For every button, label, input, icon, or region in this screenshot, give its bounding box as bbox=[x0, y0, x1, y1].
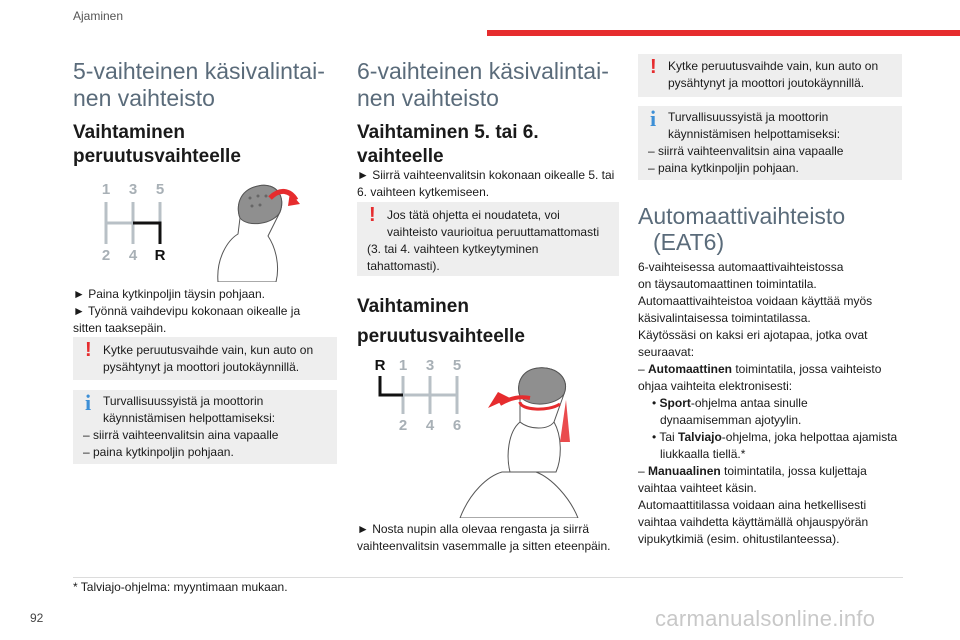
auto-para-line2: on täysautomaattinen toimintatila. bbox=[638, 277, 817, 291]
warning-col1-line2: pysähtynyt ja moottori joutokäynnillä. bbox=[103, 360, 300, 374]
gear-diagram-6-speed bbox=[370, 352, 590, 518]
info-text-col1 bbox=[103, 393, 327, 427]
gear-label-5: 5 bbox=[452, 357, 462, 374]
step-lift-ring-line1: ► Nosta nupin alla olevaa rengasta ja siirrä bbox=[357, 522, 590, 536]
mode-automatic-text: toimintatila, jossa vaihteisto bbox=[732, 362, 882, 376]
program-sport-line2: dynaamisemman ajotyylin. bbox=[660, 413, 802, 427]
program-winter-name: Talviajo bbox=[678, 430, 722, 444]
page-number: 92 bbox=[30, 611, 44, 625]
auto-para-line1: 6-vaihteisessa automaattivaihteistossa bbox=[638, 260, 844, 274]
mode-automatic-name: Automaattinen bbox=[648, 362, 733, 376]
warning-icon: ! bbox=[85, 339, 92, 361]
mode-manual-text: toimintatila, jossa kuljettaja bbox=[720, 464, 867, 478]
info-col1-line4: – paina kytkinpoljin pohjaan. bbox=[83, 445, 234, 459]
program-winter-line2: liukkaalla tiellä.* bbox=[660, 447, 746, 461]
mode-manual-dash: – bbox=[638, 464, 649, 478]
info-col3-line1: Turvallisuussyistä ja moottorin bbox=[668, 110, 829, 124]
subtitle-5-6 bbox=[357, 121, 622, 169]
title-5-speed-line1: 5-vaihteinen käsivalintai- bbox=[73, 58, 325, 84]
auto-para-line4: käsivalintaisessa toimintatilassa. bbox=[638, 311, 811, 325]
mode-manual bbox=[638, 463, 908, 480]
warning-box-col3 bbox=[638, 54, 902, 97]
auto-para-line9: vipukytkimiä (esim. ohitustilanteessa). bbox=[638, 532, 840, 546]
info-col3-line3: – siirrä vaihteenvalitsin aina vapaalle bbox=[648, 144, 844, 158]
gear-label-2: 2 bbox=[101, 247, 111, 264]
gear-label-4: 4 bbox=[425, 417, 435, 434]
instructions-5-speed bbox=[73, 286, 338, 337]
warning-col3-line2: pysähtynyt ja moottori joutokäynnillä. bbox=[668, 76, 865, 90]
info-col1-line1: Turvallisuussyistä ja moottorin bbox=[103, 394, 264, 408]
instructions-reverse-6 bbox=[357, 521, 627, 555]
mode-manual-line2: vaihtaa vaihteet käsin. bbox=[638, 481, 757, 495]
info-col1-list bbox=[83, 427, 327, 461]
step-push-lever-line2: sitten taaksepäin. bbox=[73, 321, 167, 335]
gear-label-6: 6 bbox=[452, 417, 462, 434]
auto-para-line3: Automaattivaihteistoa voidaan käyttää myös bbox=[638, 294, 873, 308]
warning-text-col3 bbox=[668, 58, 892, 92]
warning-icon: ! bbox=[650, 56, 657, 78]
title-automatic bbox=[638, 203, 908, 255]
step-5-6-line1: ► Siirrä vaihteenvalitsin kokonaan oikealle 5. tai bbox=[357, 168, 615, 182]
subtitle-reverse-5-line1: Vaihtaminen bbox=[73, 122, 185, 143]
subtitle-reverse-6 bbox=[357, 292, 622, 352]
title-automatic-line1: Automaattivaihteisto bbox=[638, 203, 846, 229]
info-col3-line2: käynnistämisen helpottamiseksi: bbox=[668, 127, 841, 141]
warning-col2-cont bbox=[367, 241, 609, 275]
title-6-speed-line2: nen vaihteisto bbox=[357, 85, 499, 111]
info-col3-list bbox=[648, 143, 892, 177]
automatic-description bbox=[638, 259, 908, 548]
column-5-speed bbox=[73, 58, 338, 112]
info-col1-line2: käynnistämisen helpottamiseksi: bbox=[103, 411, 276, 425]
subtitle-reverse-5 bbox=[73, 121, 338, 169]
gear-label-2: 2 bbox=[398, 417, 408, 434]
gear-label-3: 3 bbox=[425, 357, 435, 374]
gear-label-3: 3 bbox=[128, 181, 138, 198]
warning-icon: ! bbox=[369, 204, 376, 226]
subtitle-5-6-line1: Vaihtaminen 5. tai 6. bbox=[357, 122, 539, 143]
step-5-6-line2: 6. vaihteen kytkemiseen. bbox=[357, 185, 490, 199]
program-sport-text: -ohjelma antaa sinulle bbox=[690, 396, 808, 410]
info-box-col1 bbox=[73, 390, 337, 464]
info-box-col3 bbox=[638, 106, 902, 180]
auto-para-line5: Käytössäsi on kaksi eri ajotapaa, jotka ovat bbox=[638, 328, 868, 342]
column-6-speed bbox=[357, 58, 622, 112]
footnote: * Talviajo-ohjelma: myyntimaan mukaan. bbox=[73, 580, 288, 594]
gear-label-r: R bbox=[374, 357, 386, 374]
info-icon: i bbox=[85, 390, 92, 415]
program-sport-name: Sport bbox=[659, 396, 691, 410]
warning-col2-line1: Jos tätä ohjetta ei noudateta, voi bbox=[387, 208, 560, 222]
auto-para-line7: Automaattitilassa voidaan aina hetkellisesti bbox=[638, 498, 867, 512]
warning-col2-line2: vaihteisto vaurioitua peruuttamattomasti bbox=[387, 225, 600, 239]
section-header: Ajaminen bbox=[73, 9, 124, 23]
title-6-speed-line1: 6-vaihteinen käsivalintai- bbox=[357, 58, 609, 84]
gear-label-4: 4 bbox=[128, 247, 138, 264]
title-automatic-line2: (EAT6) bbox=[653, 229, 725, 255]
gear-label-1: 1 bbox=[398, 357, 408, 374]
auto-para-line6: seuraavat: bbox=[638, 345, 695, 359]
mode-automatic-line2: ohjaa vaihteita elektronisesti: bbox=[638, 379, 793, 393]
auto-para-line8: vaihtaa vaihdetta käyttämällä ohjauspyörän bbox=[638, 515, 869, 529]
info-col1-line3: – siirrä vaihteenvalitsin aina vapaalle bbox=[83, 428, 279, 442]
gear-diagram-5-speed bbox=[90, 178, 310, 282]
subtitle-5-6-line2: vaihteelle bbox=[357, 146, 444, 167]
subtitle-reverse-6-line1: Vaihtaminen bbox=[357, 296, 469, 317]
subtitle-reverse-6-line2: peruutusvaihteelle bbox=[357, 326, 525, 347]
gear-label-1: 1 bbox=[101, 181, 111, 198]
title-5-speed-line2: nen vaihteisto bbox=[73, 85, 215, 111]
step-lift-ring-line2: vaihteenvalitsin vasemmalle ja sitten eteenpäin. bbox=[357, 539, 611, 553]
mode-automatic bbox=[638, 361, 908, 378]
subtitle-reverse-5-line2: peruutusvaihteelle bbox=[73, 146, 241, 167]
warning-box-col2 bbox=[357, 202, 619, 276]
info-icon: i bbox=[650, 106, 657, 131]
instructions-5-6 bbox=[357, 167, 622, 201]
step-press-clutch: ► Paina kytkinpoljin täysin pohjaan. bbox=[73, 287, 265, 301]
warning-box-col1 bbox=[73, 337, 337, 380]
program-winter-bullet: • Tai bbox=[652, 430, 678, 444]
gear-label-r: R bbox=[154, 247, 166, 264]
mode-automatic-dash: – bbox=[638, 362, 649, 376]
program-winter bbox=[638, 429, 908, 446]
program-winter-text: -ohjelma, joka helpottaa ajamista bbox=[721, 430, 898, 444]
step-push-lever-line1: ► Työnnä vaihdevipu kokonaan oikealle ja bbox=[73, 304, 301, 318]
footnote-divider bbox=[73, 577, 903, 578]
watermark: carmanualsonline.info bbox=[655, 606, 876, 631]
warning-col2-line4: tahattomasti). bbox=[367, 259, 440, 273]
program-sport-bullet: • bbox=[652, 396, 660, 410]
warning-text-col1 bbox=[103, 342, 327, 376]
warning-col2-line3: (3. tai 4. vaihteen kytkeytyminen bbox=[367, 242, 539, 256]
program-sport bbox=[638, 395, 908, 412]
warning-col3-line1: Kytke peruutusvaihde vain, kun auto on bbox=[668, 59, 879, 73]
info-text-col3 bbox=[668, 109, 892, 143]
section-accent-bar bbox=[487, 30, 960, 36]
gear-label-5: 5 bbox=[155, 181, 165, 198]
mode-manual-name: Manuaalinen bbox=[648, 464, 721, 478]
warning-col1-line1: Kytke peruutusvaihde vain, kun auto on bbox=[103, 343, 314, 357]
warning-text-col2 bbox=[387, 207, 609, 241]
info-col3-line4: – paina kytkinpoljin pohjaan. bbox=[648, 161, 799, 175]
